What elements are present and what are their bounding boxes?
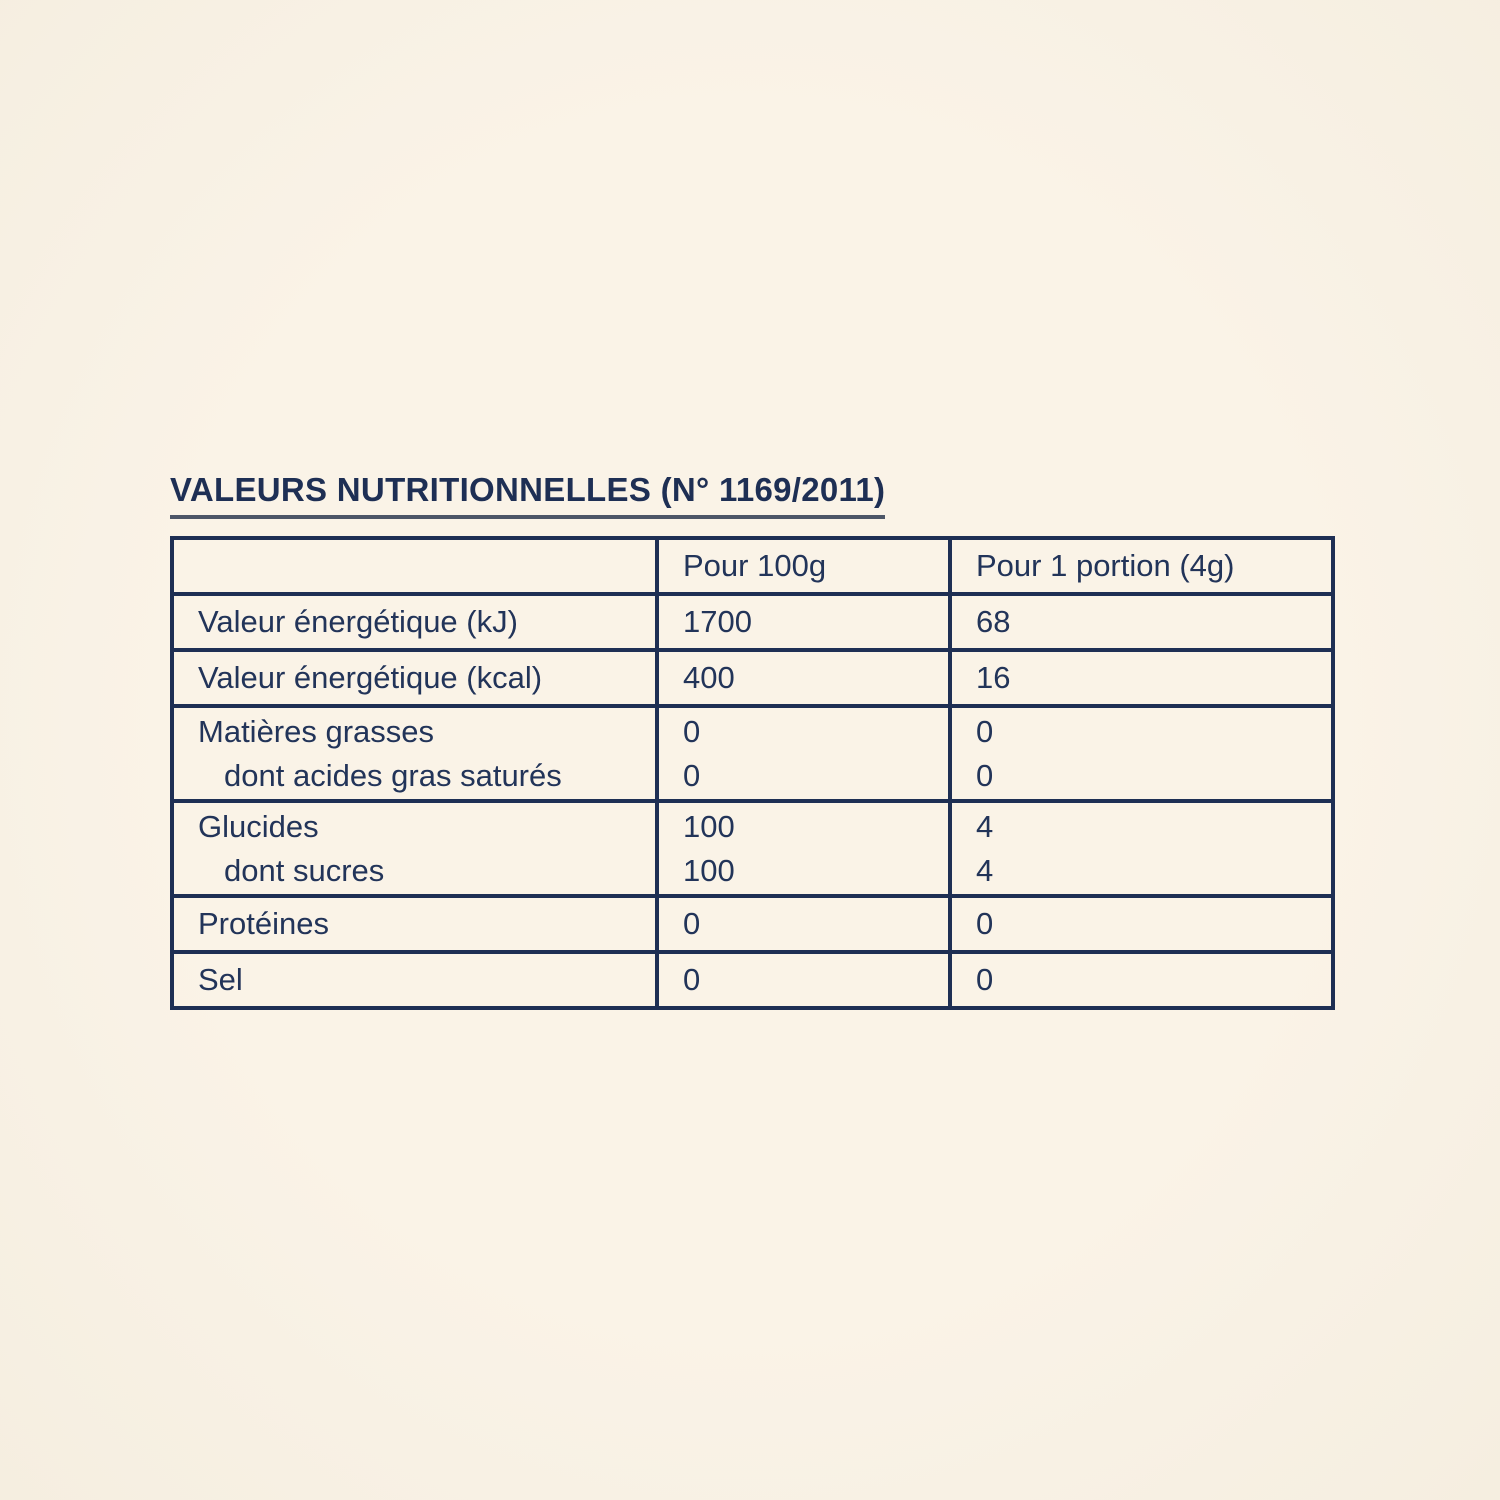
row-sub-label: dont sucres	[224, 852, 385, 888]
table-row-energy-kj	[172, 594, 1333, 650]
table-row-energy-kcal	[172, 650, 1333, 706]
row-label-cell	[172, 801, 657, 896]
row-per-portion-cell: 0	[950, 952, 1333, 1008]
row-sub-value: 4	[976, 852, 994, 888]
row-label: Matières grasses	[198, 713, 435, 749]
row-sub-value: 100	[683, 852, 735, 888]
row-label-cell: Valeur énergétique (kcal)	[172, 650, 657, 706]
row-per-portion-cell: 16	[950, 650, 1333, 706]
row-per-portion-cell: 68	[950, 594, 1333, 650]
row-sub-value: 0	[976, 757, 994, 793]
row-sub-label: dont acides gras saturés	[224, 757, 562, 793]
row-label-cell: Protéines	[172, 896, 657, 952]
row-label: Glucides	[198, 808, 319, 844]
row-value: 100	[683, 808, 735, 844]
row-per-100g-cell	[657, 706, 950, 801]
header-cell-per-100g: Pour 100g	[657, 538, 950, 594]
header-cell-empty	[172, 538, 657, 594]
table-header-row	[172, 538, 1333, 594]
row-per-100g-cell: 400	[657, 650, 950, 706]
row-per-100g-cell: 1700	[657, 594, 950, 650]
row-per-100g-cell: 0	[657, 896, 950, 952]
row-per-portion-cell	[950, 706, 1333, 801]
row-label-cell: Sel	[172, 952, 657, 1008]
row-per-portion-cell	[950, 801, 1333, 896]
row-value: 4	[976, 808, 994, 844]
nutrition-table	[170, 536, 1335, 1010]
row-label-cell	[172, 706, 657, 801]
table-row-fats	[172, 706, 1333, 801]
row-label-cell: Valeur énergétique (kJ)	[172, 594, 657, 650]
row-per-100g-cell: 0	[657, 952, 950, 1008]
row-value: 0	[683, 713, 701, 749]
row-per-portion-cell: 0	[950, 896, 1333, 952]
table-row-salt	[172, 952, 1333, 1008]
table-row-carbohydrates	[172, 801, 1333, 896]
row-sub-value: 0	[683, 757, 701, 793]
page-title: VALEURS NUTRITIONNELLES (N° 1169/2011)	[170, 471, 885, 519]
row-value: 0	[976, 713, 994, 749]
table-row-proteins	[172, 896, 1333, 952]
header-cell-per-portion: Pour 1 portion (4g)	[950, 538, 1333, 594]
row-per-100g-cell	[657, 801, 950, 896]
